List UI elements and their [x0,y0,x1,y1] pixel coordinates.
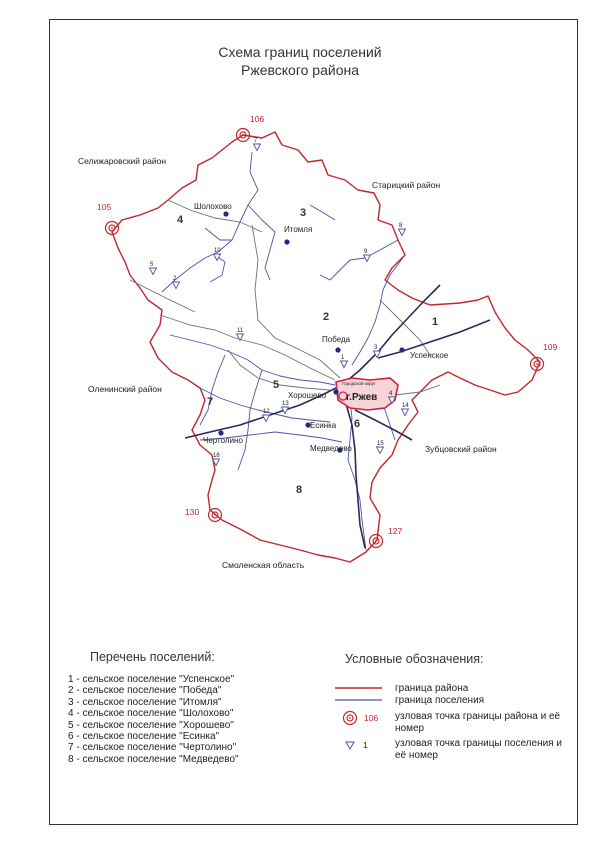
settlement-node-label: 5 [150,262,154,268]
place-label-khoroshevo: Хорошево [288,391,327,400]
settlement-node-label: 3 [374,345,378,351]
map-title-line2: Ржевского района [240,62,359,78]
region-label-zubtsovsky: Зубцовский район [425,444,497,454]
settlement-number-4: 4 [177,214,184,226]
map-title-line1: Схема границ поселений [218,44,382,60]
settlement-node-label: 10 [214,248,221,254]
settlement-node-1 [341,355,348,368]
settlement-number-2: 2 [323,311,330,323]
khoroshevo-dot [333,389,338,394]
settlement-number-5: 5 [273,379,280,391]
settlement-node-label: 16 [213,453,220,459]
place-label-medvedevo: Медведево [310,444,352,453]
district-node-label: 109 [543,342,558,352]
settlement-node-group [150,138,410,466]
settlement-node-8 [399,223,406,236]
settlement-list-item: 2 - сельское поселение "Победа" [68,685,222,697]
legend-settlement-border-label: граница поселения [395,695,485,706]
place-label-chertolino: Чертолино [203,436,243,445]
settlement-node-2 [173,276,180,289]
settlement-node-label: 15 [377,441,384,447]
place-label-itomlya: Итомля [284,225,313,234]
settlement-node-15 [377,441,385,454]
legend-district-node-number: 106 [364,713,379,723]
region-label-oleninsky: Оленинский район [88,384,162,394]
settlement-node-label: 2 [173,276,177,282]
pobeda-dot [335,347,340,352]
settlement-list-item: 6 - сельское поселение "Есинка" [68,731,220,743]
settlement-list-item: 7 - сельское поселение "Чертолино" [68,742,237,754]
settlement-node-7 [254,138,261,151]
uspenskoe-dot [399,347,404,352]
place-label-rzhev: г.Ржев [346,392,378,403]
settlement-list-item: 1 - сельское поселение "Успенское" [68,674,235,685]
settlement-node-14 [402,403,410,416]
place-label-esinka: Есинка [310,421,337,430]
place-label-pobeda: Победа [322,335,351,344]
chertolino-dot [218,430,223,435]
settlement-number-1: 1 [432,316,439,328]
place-label-city-district: Городской округ [342,381,376,386]
settlement-node-label: 13 [282,401,289,407]
settlement-node-5 [150,262,157,275]
legend-settlement-node-icon [346,742,354,749]
legend-title: Условные обозначения: [345,652,484,666]
settlement-number-3: 3 [300,207,307,219]
settlement-node-label: 14 [402,403,409,409]
settlement-list-item: 5 - сельское поселение "Хорошево" [68,719,234,731]
legend-district-node-icon [344,712,357,725]
district-node-group [97,114,557,548]
settlement-node-label: 8 [399,223,403,229]
settlement-node-9 [364,249,371,262]
settlement-number-7: 7 [207,396,214,408]
settlement-list-item: 8 - сельское поселение "Медведево" [68,753,239,765]
settlement-node-label: 7 [254,138,258,144]
place-label-sholokhovo: Шолохово [194,202,232,211]
settlement-list-item: 4 - сельское поселение "Шолохово" [68,708,234,720]
settlement-node-label: 4 [389,391,393,397]
district-node-105 [97,202,119,235]
legend-settlement-node-label: узловая точка границы поселения и её номер [395,738,562,761]
sholokhovo-dot [223,211,228,216]
itomlya-dot [284,239,289,244]
district-node-label: 105 [97,202,112,212]
settlement-node-label: 9 [364,249,368,255]
region-label-smolensk: Смоленская область [222,560,305,570]
settlement-node-label: 11 [237,328,244,334]
place-label-uspenskoe: Успенское [410,351,449,360]
settlement-node-13 [282,401,290,414]
district-node-127 [370,526,403,548]
settlement-number-8: 8 [296,484,303,496]
legend-district-border-label: граница района [395,683,469,694]
region-label-selizharovsky: Селижаровский район [78,156,167,166]
legend-settlement-node-number: 1 [363,740,368,750]
legend-district-node-label: узловая точка границы района и её номер [395,711,561,734]
settlement-node-label: 1 [341,355,345,361]
railways [185,285,490,548]
settlement-node-label: 12 [263,409,270,415]
district-node-label: 106 [250,114,265,124]
district-border [112,132,540,562]
settlement-number-6: 6 [354,418,361,430]
settlement-list-title: Перечень поселений: [90,650,215,664]
settlement-node-12 [263,409,271,422]
settlement-list [68,674,239,765]
settlement-list-item: 3 - сельское поселение "Итомля" [68,696,222,708]
region-label-staritsky: Старицкий район [372,180,441,190]
district-node-label: 130 [185,507,200,517]
settlement-borders [162,152,405,550]
settlement-center-dots [218,211,404,452]
district-node-label: 127 [388,526,403,536]
